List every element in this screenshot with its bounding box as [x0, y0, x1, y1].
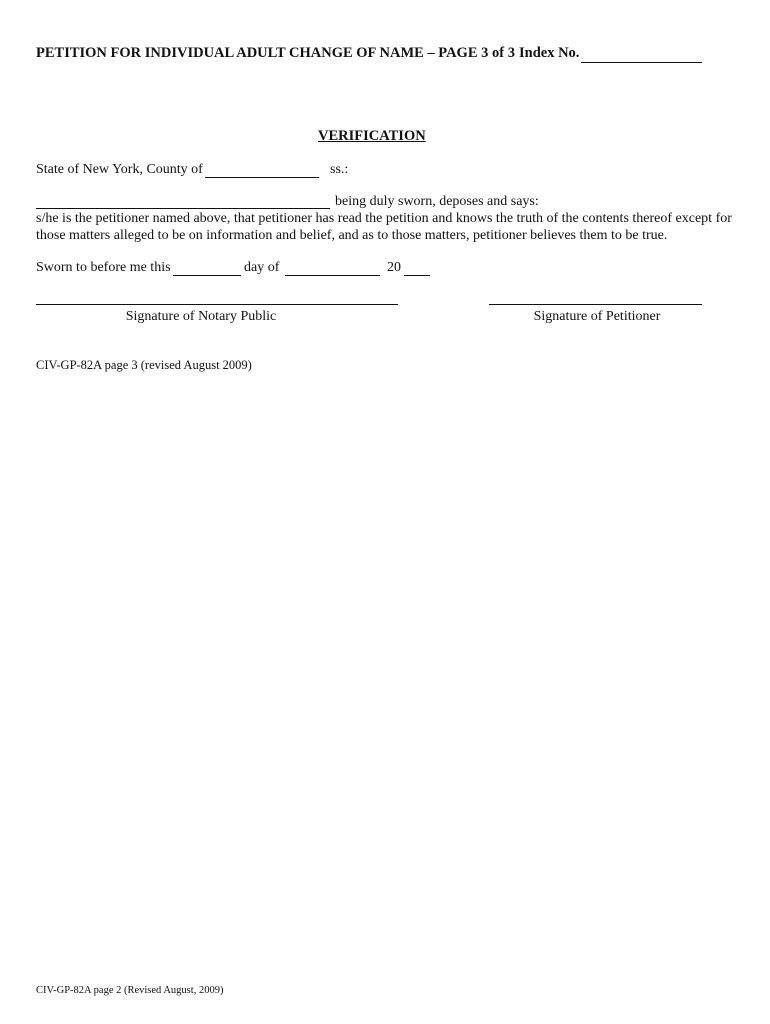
- sworn-deposes-text: being duly sworn, deposes and says:: [335, 194, 539, 209]
- petitioner-signature-line[interactable]: [489, 304, 702, 305]
- footer-form-identifier: CIV-GP-82A page 2 (Revised August, 2009): [36, 985, 224, 996]
- venue-suffix: ss.:: [330, 162, 349, 177]
- year-prefix-label: 20: [387, 260, 401, 275]
- day-of-label: day of: [244, 260, 280, 275]
- petitioner-signature-caption: Signature of Petitioner: [533, 309, 661, 324]
- deponent-name-field[interactable]: [36, 208, 330, 209]
- page-header-title: PETITION FOR INDIVIDUAL ADULT CHANGE OF NAME – PAGE 3 of 3: [36, 45, 515, 61]
- form-identifier: CIV-GP-82A page 3 (revised August 2009): [36, 358, 252, 372]
- index-number-label: Index No.: [519, 45, 580, 61]
- notary-signature-line[interactable]: [36, 304, 398, 305]
- sworn-month-field[interactable]: [285, 275, 380, 276]
- verification-statement-line1: s/he is the petitioner named above, that petitioner has read the petition and knows the truth of the contents thereof except for: [36, 211, 732, 226]
- county-field[interactable]: [205, 177, 319, 178]
- notary-signature-caption: Signature of Notary Public: [125, 309, 277, 324]
- sworn-day-field[interactable]: [173, 275, 241, 276]
- index-number-field[interactable]: [581, 62, 702, 63]
- verification-title: VERIFICATION: [318, 128, 426, 144]
- sworn-year-field[interactable]: [404, 275, 430, 276]
- venue-prefix: State of New York, County of: [36, 162, 203, 177]
- verification-statement-line2: those matters alleged to be on information and belief, and as to those matters, petitioner believes them to be true.: [36, 228, 668, 243]
- sworn-before-label: Sworn to before me this: [36, 260, 171, 275]
